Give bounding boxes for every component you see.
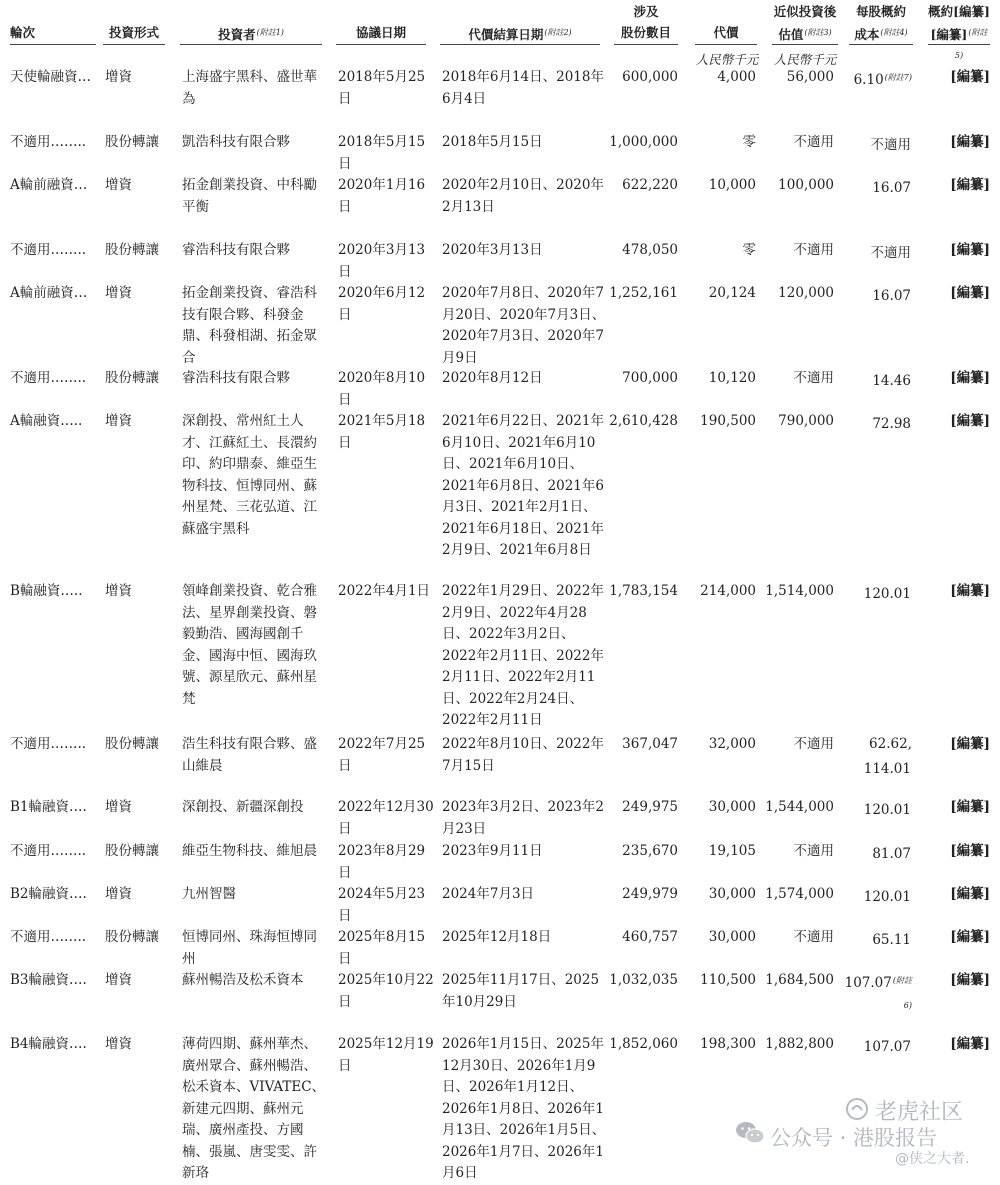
- cell-settlement-date: 2020年7月8日、2020年7月20日、2020年7月3日、2020年7月3日、2020年7月9日: [442, 285, 606, 366]
- cell-settlement-date: 2022年8月10日、2022年7月15日: [442, 736, 604, 774]
- cell-investment-form: 股份轉讓: [105, 736, 159, 752]
- cell-agreement-date: 2020年1月16日: [338, 177, 426, 215]
- cell-cost-per-share: 65.11: [872, 932, 911, 948]
- cell-consideration: 30,000: [708, 799, 756, 815]
- cell-agreement-date: 2025年12月19日: [338, 1036, 434, 1074]
- wechat-icon: [735, 1120, 765, 1146]
- cell-consideration: 214,000: [700, 583, 756, 599]
- cell-shares: 622,220: [622, 177, 678, 193]
- header-underline: [614, 44, 678, 45]
- cell-cost-per-share: 14.46: [872, 373, 911, 389]
- cell-discount: [編纂]: [950, 1036, 990, 1052]
- cell-valuation: 120,000: [778, 285, 834, 301]
- header-investor: 投資者$^{(附註1)}$: [218, 27, 284, 42]
- cell-shares: 1,252,161: [609, 285, 678, 301]
- cell-investor: 薄荷四期、蘇州華杰、廣州眾合、蘇州暢浩、松禾資本、VIVATEC、新建元四期、蘇州元瑞、廣州產投、方國楠、張嵐、唐雯雯、許新珞: [182, 1036, 326, 1181]
- cell-investor: 拓金創業投資、睿浩科技有限合夥、科發金鼎、科發相湖、拓金眾合: [182, 285, 317, 366]
- cell-valuation: 1,684,500: [765, 972, 834, 988]
- cell-consideration: 110,500: [700, 972, 756, 988]
- cell-valuation: 不適用: [793, 736, 834, 752]
- cell-settlement-date: 2018年5月15日: [442, 134, 543, 150]
- cell-investment-form: 增資: [105, 1036, 132, 1052]
- cell-investor: 睿浩科技有限合夥: [182, 242, 290, 258]
- cell-agreement-date: 2018年5月25日: [338, 69, 426, 107]
- header-investment-form: 投資形式: [108, 25, 159, 40]
- cell-round: 不適用……..: [10, 736, 87, 752]
- cell-consideration: 19,105: [708, 843, 756, 859]
- cell-round: A輪融資…..: [10, 413, 83, 429]
- cell-discount: [編纂]: [950, 583, 990, 599]
- cell-shares: 367,047: [622, 736, 678, 752]
- cell-consideration: 零: [742, 242, 756, 258]
- cell-agreement-date: 2024年5月23日: [338, 886, 426, 924]
- cell-consideration: 10,120: [708, 370, 756, 386]
- cell-round: 不適用……..: [10, 370, 87, 386]
- cell-consideration: 30,000: [708, 886, 756, 902]
- header-underline: [772, 44, 838, 45]
- cell-investor: 睿浩科技有限合夥: [182, 370, 290, 386]
- cell-discount: [編纂]: [950, 134, 990, 150]
- cell-investor: 蘇州暢浩及松禾資本: [182, 972, 304, 988]
- header-round: 輪次: [10, 25, 36, 40]
- header-settlement-date: 代價結算日期$^{(附註2)}$: [468, 27, 572, 42]
- header-underline: [180, 44, 322, 45]
- footnote-ref: (附註7): [884, 73, 912, 82]
- cell-cost-per-share: 不適用: [870, 137, 911, 153]
- footnote-ref: (附註6): [892, 976, 912, 1010]
- cell-investment-form: 股份轉讓: [105, 242, 159, 258]
- cell-agreement-date: 2022年12月30日: [338, 799, 434, 837]
- cell-round: B3輪融資….: [10, 972, 87, 988]
- cell-agreement-date: 2022年4月1日: [338, 583, 431, 599]
- cell-investment-form: 增資: [105, 583, 132, 599]
- cell-valuation: 56,000: [786, 69, 834, 85]
- cell-discount: [編纂]: [950, 69, 990, 85]
- cell-discount: [編纂]: [950, 736, 990, 752]
- cell-shares: 1,000,000: [609, 134, 678, 150]
- cell-investor: 九州智醫: [182, 886, 236, 902]
- cell-investment-form: 增資: [105, 69, 132, 85]
- cell-discount: [編纂]: [950, 370, 990, 386]
- cell-investor: 維亞生物科技、維旭晨: [182, 843, 317, 859]
- cell-agreement-date: 2018年5月15日: [338, 134, 426, 172]
- cell-shares: 1,783,154: [609, 583, 678, 599]
- cell-cost-per-share: 16.07: [872, 180, 911, 196]
- unit-valuation: 人民幣千元: [773, 52, 837, 67]
- watermark: [735, 1095, 1000, 1171]
- cell-agreement-date: 2022年7月25日: [338, 736, 426, 774]
- cell-settlement-date: 2020年8月12日: [442, 370, 543, 386]
- cell-round: B輪融資…..: [10, 583, 83, 599]
- cell-discount: [編纂]: [950, 242, 990, 258]
- cell-consideration: 32,000: [708, 736, 756, 752]
- cell-cost-per-share: 107.07$^{(附註6)}$: [844, 975, 912, 1010]
- cell-round: B2輪融資….: [10, 886, 87, 902]
- cell-investor: 深創投、新疆深創投: [182, 799, 304, 815]
- cell-investment-form: 增資: [105, 177, 132, 193]
- header-underline: [928, 44, 990, 45]
- cell-agreement-date: 2020年3月13日: [338, 242, 426, 280]
- cell-valuation: 1,574,000: [765, 886, 834, 902]
- cell-shares: 249,975: [622, 799, 678, 815]
- tiger-logo-icon: [845, 1097, 869, 1121]
- cell-investor: 深創投、常州紅土人才、江蘇紅土、長澴約印、約印鼎泰、維亞生物科技、恒博同州、蘇州星梵、三花弘道、江蘇盛宇黑科: [182, 413, 317, 537]
- cell-investor: 凱浩科技有限合夥: [182, 134, 290, 150]
- cell-consideration: 10,000: [708, 177, 756, 193]
- cell-discount: [編纂]: [950, 886, 990, 902]
- cell-settlement-date: 2026年1月15日、2025年12月30日、2026年1月9日、2026年1月12日、2026年1月8日、2026年1月13日、2026年1月5日、2026年1月7日、2026年1月6日: [442, 1036, 606, 1181]
- header-valuation: 近似投資後 估值$^{(附註3)}$: [773, 4, 837, 42]
- cell-shares: 700,000: [622, 370, 678, 386]
- unit-consideration: 人民幣千元: [695, 52, 759, 67]
- cell-round: 不適用……..: [10, 843, 87, 859]
- cell-valuation: 不適用: [793, 134, 834, 150]
- header-underline: [440, 44, 600, 45]
- cell-consideration: 30,000: [708, 929, 756, 945]
- cell-investment-form: 增資: [105, 886, 132, 902]
- cell-consideration: 198,300: [700, 1036, 756, 1052]
- cell-investment-form: 股份轉讓: [105, 134, 159, 150]
- cell-discount: [編纂]: [950, 413, 990, 429]
- cell-shares: 1,032,035: [609, 972, 678, 988]
- cell-round: 不適用……..: [10, 929, 87, 945]
- cell-cost-per-share: 16.07: [872, 288, 911, 304]
- cell-cost-per-share: 81.07: [872, 846, 911, 862]
- cell-investment-form: 增資: [105, 799, 132, 815]
- cell-settlement-date: 2025年12月18日: [442, 929, 552, 945]
- cell-settlement-date: 2023年3月2日、2023年2月23日: [442, 799, 604, 837]
- cell-shares: 235,670: [622, 843, 678, 859]
- cell-settlement-date: 2022年1月29日、2022年2月9日、2022年4月28日、2022年3月2日、2022年2月11日、2022年2月11日、2022年2月11日、2022年2月24日、2022年2月11日: [442, 583, 604, 728]
- cell-valuation: 1,514,000: [765, 583, 834, 599]
- header-shares: 涉及 股份數目: [620, 4, 671, 40]
- cell-settlement-date: 2021年6月22日、2021年6月10日、2021年6月10日、2021年6月10日、2021年6月8日、2021年6月3日、2021年2月1日、2021年6月18日、2021年2月9日、2021年6月8日: [442, 413, 604, 558]
- cell-investor: 上海盛宇黑科、盛世華為: [182, 69, 317, 107]
- cell-consideration: 零: [742, 134, 756, 150]
- header-underline: [10, 44, 96, 45]
- cell-cost-per-share: 107.07: [863, 1039, 911, 1055]
- cell-investment-form: 股份轉讓: [105, 929, 159, 945]
- cell-round: 不適用……..: [10, 242, 87, 258]
- cell-investment-form: 增資: [105, 413, 132, 429]
- cell-investment-form: 增資: [105, 285, 132, 301]
- cell-valuation: 790,000: [778, 413, 834, 429]
- cell-discount: [編纂]: [950, 177, 990, 193]
- cell-settlement-date: 2024年7月3日: [442, 886, 535, 902]
- cell-valuation: 不適用: [793, 242, 834, 258]
- cell-agreement-date: 2023年8月29日: [338, 843, 426, 881]
- cell-round: 天使輪融資…: [10, 69, 91, 85]
- cell-investment-form: 股份轉讓: [105, 843, 159, 859]
- cell-shares: 249,979: [622, 886, 678, 902]
- header-consideration: 代價: [713, 25, 739, 40]
- cell-cost-per-share: 6.10$^{(附註7)}$: [853, 72, 912, 88]
- cell-round: B4輪融資….: [10, 1036, 87, 1052]
- cell-investor: 拓金創業投資、中科勵平衡: [182, 177, 317, 215]
- watermark-handle: @侠之大者.: [895, 1151, 970, 1167]
- cell-valuation: 不適用: [793, 843, 834, 859]
- cell-valuation: 不適用: [793, 929, 834, 945]
- cell-discount: [編纂]: [950, 843, 990, 859]
- cell-cost-per-share: 不適用: [870, 245, 911, 261]
- cell-round: A輪前融資…: [10, 177, 88, 193]
- watermark-wechat-label: 公众号 · 港股报告: [770, 1126, 938, 1150]
- cell-settlement-date: 2025年11月17日、2025年10月29日: [442, 972, 600, 1010]
- cell-shares: 460,757: [622, 929, 678, 945]
- header-underline: [336, 44, 426, 45]
- cell-cost-per-share: 120.01: [863, 889, 911, 905]
- cell-valuation: 1,882,800: [765, 1036, 834, 1052]
- header-agreement-date: 協議日期: [355, 25, 406, 40]
- cell-investor: 領峰創業投資、乾合雅法、星界創業投資、磐毅勤浩、國海國創千金、國海中恒、國海玖號、源星欣元、蘇州星梵: [182, 583, 317, 707]
- cell-investor: 浩生科技有限合夥、盛山維晨: [182, 736, 317, 774]
- cell-shares: 1,852,060: [609, 1036, 678, 1052]
- cell-cost-per-share: 62.62, 114.01: [863, 736, 912, 777]
- cell-settlement-date: 2018年6月14日、2018年6月4日: [442, 69, 604, 107]
- cell-round: B1輪融資….: [10, 799, 87, 815]
- cell-agreement-date: 2025年8月15日: [338, 929, 426, 967]
- cell-settlement-date: 2020年3月13日: [442, 242, 543, 258]
- cell-round: A輪前融資…: [10, 285, 88, 301]
- cell-discount: [編纂]: [950, 285, 990, 301]
- cell-consideration: 190,500: [700, 413, 756, 429]
- cell-cost-per-share: 120.01: [863, 586, 911, 602]
- header-underline: [695, 44, 757, 45]
- cell-shares: 600,000: [622, 69, 678, 85]
- header-cost-per-share: 每股概約 成本$^{(附註4)}$: [854, 4, 908, 42]
- cell-investment-form: 股份轉讓: [105, 370, 159, 386]
- cell-consideration: 20,124: [708, 285, 756, 301]
- cell-agreement-date: 2021年5月18日: [338, 413, 426, 451]
- cell-settlement-date: 2023年9月11日: [442, 843, 543, 859]
- header-discount: 概約[編纂] [編纂]$^{(附註5)}$: [928, 4, 990, 60]
- cell-discount: [編纂]: [950, 799, 990, 815]
- cell-shares: 2,610,428: [609, 413, 678, 429]
- header-underline: [849, 44, 913, 45]
- cell-investor: 恒博同州、珠海恒博同州: [182, 929, 317, 967]
- cell-settlement-date: 2020年2月10日、2020年2月13日: [442, 177, 604, 215]
- cell-agreement-date: 2020年8月10日: [338, 370, 426, 408]
- cell-agreement-date: 2025年10月22日: [338, 972, 434, 1010]
- cell-cost-per-share: 120.01: [863, 802, 911, 818]
- cell-cost-per-share: 72.98: [872, 416, 911, 432]
- cell-round: 不適用……..: [10, 134, 87, 150]
- cell-discount: [編纂]: [950, 972, 990, 988]
- watermark-brand: 老虎社区: [875, 1100, 964, 1125]
- cell-consideration: 4,000: [717, 69, 756, 85]
- cell-valuation: 100,000: [778, 177, 834, 193]
- cell-shares: 478,050: [622, 242, 678, 258]
- cell-investment-form: 增資: [105, 972, 132, 988]
- header-underline: [103, 44, 165, 45]
- cell-discount: [編纂]: [950, 929, 990, 945]
- cell-valuation: 不適用: [793, 370, 834, 386]
- cell-valuation: 1,544,000: [765, 799, 834, 815]
- cell-agreement-date: 2020年6月12日: [338, 285, 426, 323]
